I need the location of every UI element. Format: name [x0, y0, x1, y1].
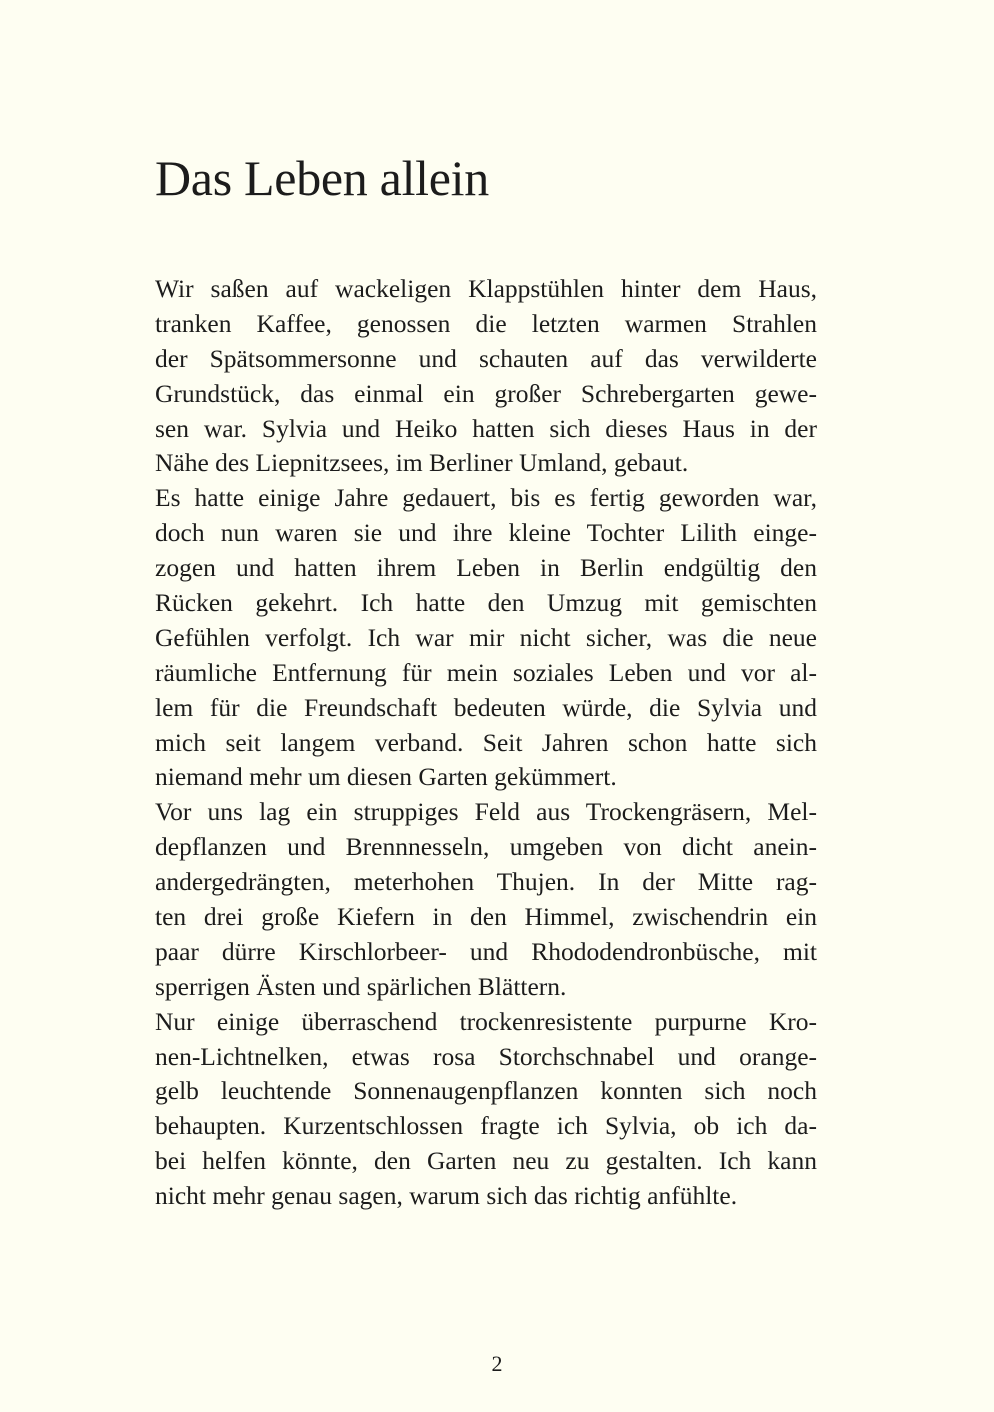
text-line: Nur einige überraschend trockenresistente purpurne Kro- — [155, 1006, 817, 1036]
text-line: Rücken gekehrt. Ich hatte den Umzug mit gemischten — [155, 588, 817, 618]
text-line: sen war. Sylvia und Heiko hatten sich dieses Haus in der — [155, 413, 817, 443]
text-line: der Spätsommersonne und schauten auf das verwilderte — [155, 343, 817, 373]
page-number: 2 — [491, 1351, 503, 1376]
text-line: tranken Kaffee, genossen die letzten warmen Strahlen — [155, 308, 817, 338]
text-line: bei helfen könnte, den Garten neu zu gestalten. Ich kann — [155, 1146, 817, 1176]
text-line: räumliche Entfernung für mein soziales Leben und vor al- — [155, 657, 817, 687]
text-line: sperrigen Ästen und spärlichen Blättern. — [155, 971, 567, 1001]
text-line: ten drei große Kiefern in den Himmel, zwischendrin ein — [155, 902, 817, 932]
text-line: Vor uns lag ein struppiges Feld aus Trockengräsern, Mel- — [155, 797, 817, 827]
text-line: niemand mehr um diesen Garten gekümmert. — [155, 762, 617, 792]
text-line: lem für die Freundschaft bedeuten würde, die Sylvia und — [155, 692, 817, 722]
text-line: Gefühlen verfolgt. Ich war mir nicht sicher, was die neue — [155, 622, 817, 652]
text-line: zogen und hatten ihrem Leben in Berlin endgültig den — [155, 553, 817, 583]
text-line: nen-Lichtnelken, etwas rosa Storchschnabel und orange- — [155, 1041, 817, 1071]
text-line: paar dürre Kirschlorbeer- und Rhododendronbüsche, mit — [155, 936, 817, 966]
text-line: depflanzen und Brennnesseln, umgeben von dicht anein- — [155, 832, 817, 862]
text-line: nicht mehr genau sagen, warum sich das richtig anfühlte. — [155, 1181, 738, 1211]
text-line: Es hatte einige Jahre gedauert, bis es fertig geworden war, — [155, 483, 817, 513]
chapter-title: Das Leben allein — [155, 150, 489, 206]
text-line: Nähe des Liepnitzsees, im Berliner Umland, gebaut. — [155, 448, 689, 478]
text-line: doch nun waren sie und ihre kleine Tochter Lilith einge- — [155, 518, 817, 548]
text-line: gelb leuchtende Sonnenaugenpflanzen konnten sich noch — [155, 1076, 817, 1106]
text-line: Grundstück, das einmal ein großer Schrebergarten gewe- — [155, 378, 817, 408]
text-line: andergedrängten, meterhohen Thujen. In der Mitte rag- — [155, 867, 817, 897]
text-line: mich seit langem verband. Seit Jahren schon hatte sich — [155, 727, 817, 757]
text-line: behaupten. Kurzentschlossen fragte ich Sylvia, ob ich da- — [155, 1111, 817, 1141]
body-text — [155, 272, 817, 1214]
text-line: Wir saßen auf wackeligen Klappstühlen hinter dem Haus, — [155, 274, 817, 303]
